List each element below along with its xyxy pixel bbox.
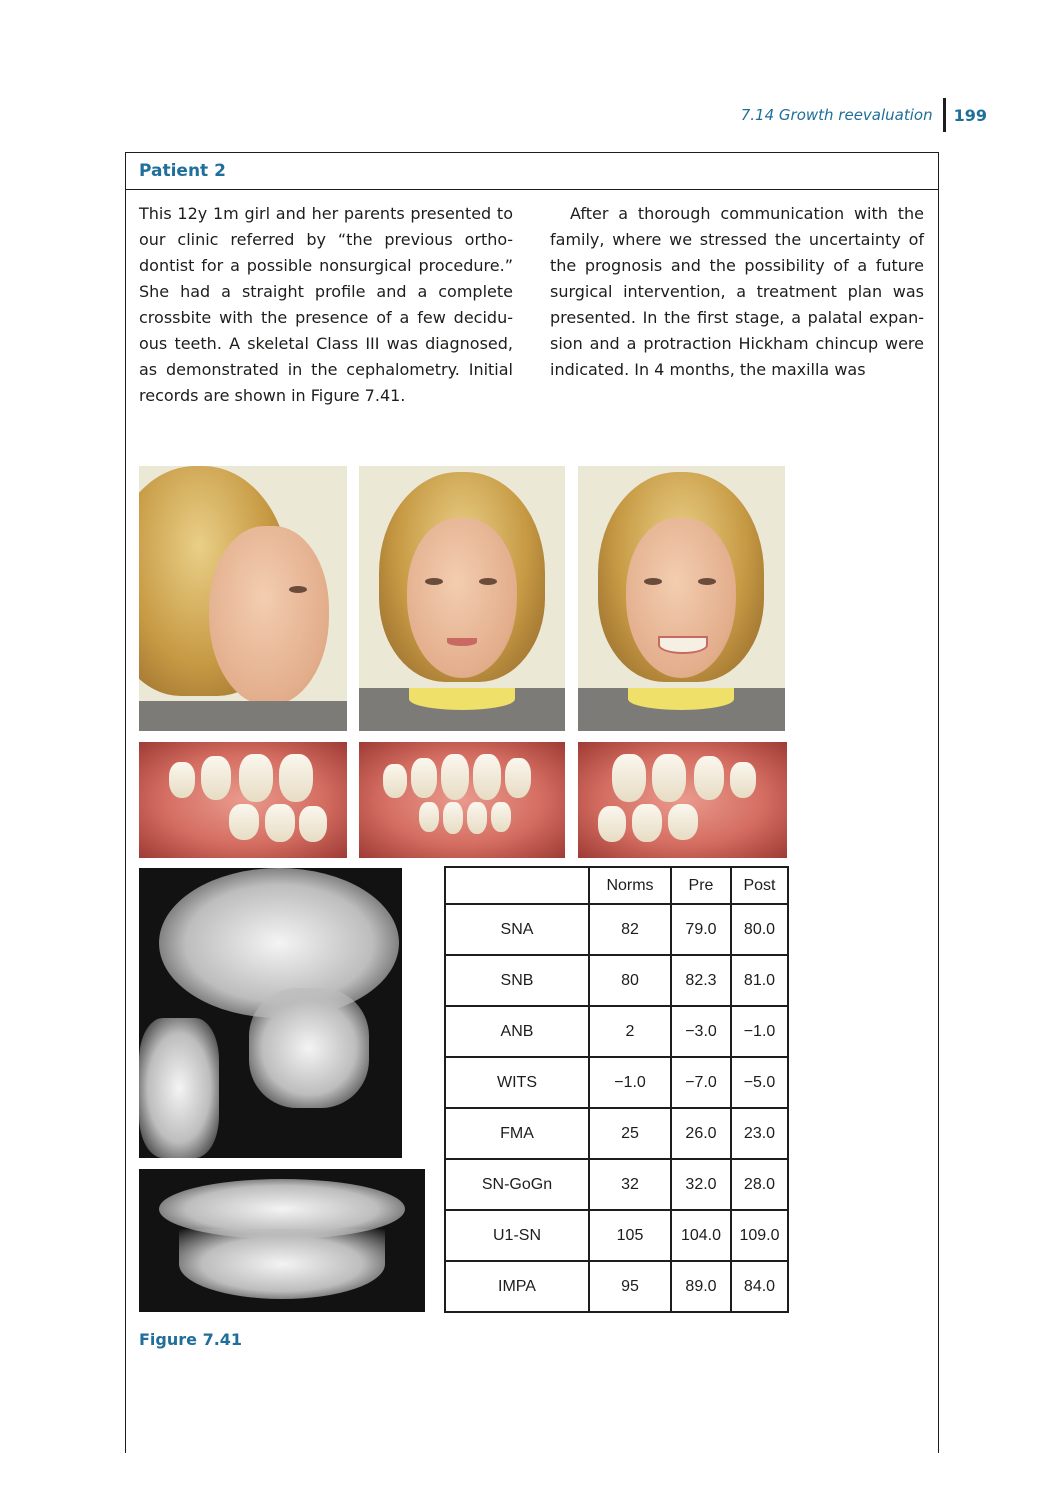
norm-cell: 25 <box>589 1108 671 1159</box>
pre-cell: 82.3 <box>671 955 731 1006</box>
table-row <box>445 904 788 955</box>
param-cell: SN-GoGn <box>445 1159 589 1210</box>
table-row <box>445 1006 788 1057</box>
running-head <box>741 100 987 130</box>
smile-photo <box>578 466 785 731</box>
pre-cell: −7.0 <box>671 1057 731 1108</box>
table-row <box>445 955 788 1006</box>
param-cell: ANB <box>445 1006 589 1057</box>
header-cell: Pre <box>671 867 731 904</box>
intraoral-left-photo <box>578 742 787 858</box>
norm-cell: 105 <box>589 1210 671 1261</box>
post-cell: 109.0 <box>731 1210 788 1261</box>
param-cell: SNA <box>445 904 589 955</box>
table-row <box>445 1210 788 1261</box>
param-cell: IMPA <box>445 1261 589 1312</box>
header-rule <box>943 98 946 132</box>
running-title: 7.14 Growth reevaluation <box>740 106 933 124</box>
lateral-cephalogram <box>139 868 402 1158</box>
param-cell: SNB <box>445 955 589 1006</box>
pre-cell: 79.0 <box>671 904 731 955</box>
norm-cell: −1.0 <box>589 1057 671 1108</box>
table-row <box>445 1108 788 1159</box>
figure-caption: Figure 7.41 <box>139 1330 243 1349</box>
frontal-photo <box>359 466 565 731</box>
param-cell: U1-SN <box>445 1210 589 1261</box>
post-cell: −5.0 <box>731 1057 788 1108</box>
post-cell: 80.0 <box>731 904 788 955</box>
pre-cell: 32.0 <box>671 1159 731 1210</box>
post-cell: 23.0 <box>731 1108 788 1159</box>
panoramic-radiograph <box>139 1169 425 1312</box>
table-row <box>445 1159 788 1210</box>
page-number: 199 <box>953 105 987 125</box>
paragraph-right: After a thorough communication with the family, where we stressed the uncertainty of the prognosis and the possibility of a future surgical intervention, a treatment plan was presented. In the first stage, a palatal expansion and a protraction Hickham chincup were indicated. In 4 months, the maxilla was <box>550 204 924 379</box>
norm-cell: 2 <box>589 1006 671 1057</box>
intraoral-frontal-photo <box>359 742 565 858</box>
paragraph-left: This 12y 1m girl and her parents presented to our clinic referred by “the previous orthodontist for a possible nonsurgical procedure.” She had a straight profile and a complete crossbite with the presence of a few deciduous teeth. A skeletal Class III was diagnosed, as demonstrated in the cephalometry. Initial records are shown in Figure 7.41. <box>139 204 513 405</box>
cephalometric-table <box>444 866 789 1313</box>
patient-box-header <box>126 153 938 190</box>
post-cell: −1.0 <box>731 1006 788 1057</box>
table-row <box>445 1261 788 1312</box>
patient-box-title: Patient 2 <box>139 161 226 181</box>
table-row <box>445 1057 788 1108</box>
norm-cell: 32 <box>589 1159 671 1210</box>
profile-photo <box>139 466 347 731</box>
pre-cell: 26.0 <box>671 1108 731 1159</box>
intraoral-right-photo <box>139 742 347 858</box>
header-cell: Post <box>731 867 788 904</box>
post-cell: 84.0 <box>731 1261 788 1312</box>
pre-cell: 89.0 <box>671 1261 731 1312</box>
post-cell: 81.0 <box>731 955 788 1006</box>
header-cell: Norms <box>589 867 671 904</box>
param-cell: FMA <box>445 1108 589 1159</box>
table-header-row <box>445 867 788 904</box>
norm-cell: 82 <box>589 904 671 955</box>
norm-cell: 80 <box>589 955 671 1006</box>
norm-cell: 95 <box>589 1261 671 1312</box>
post-cell: 28.0 <box>731 1159 788 1210</box>
param-cell: WITS <box>445 1057 589 1108</box>
pre-cell: 104.0 <box>671 1210 731 1261</box>
header-cell <box>445 867 589 904</box>
pre-cell: −3.0 <box>671 1006 731 1057</box>
